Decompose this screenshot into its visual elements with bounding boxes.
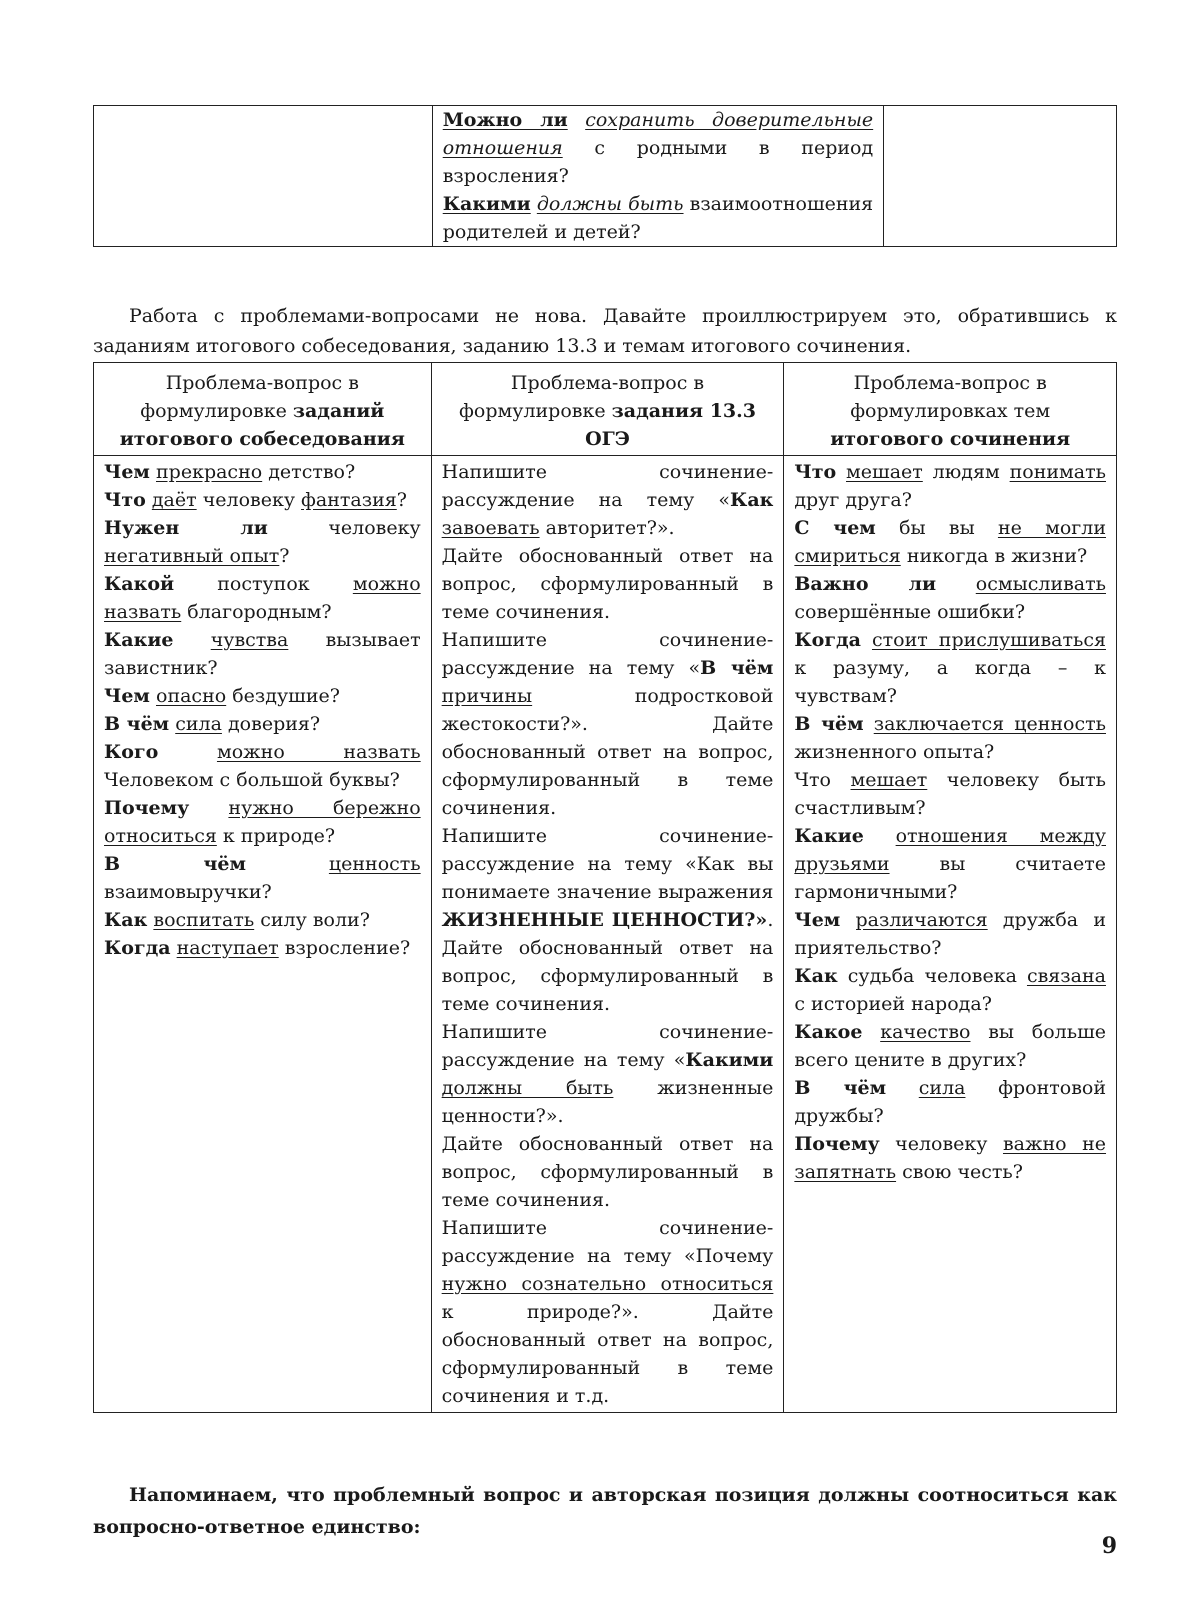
list-item: Какие отношения между друзьями вы считаете гармоничными? bbox=[794, 825, 1106, 903]
list-item: Важно ли осмысливать совершённые ошибки? bbox=[794, 573, 1106, 623]
list-item: Почему человеку важно не запятнать свою честь? bbox=[794, 1133, 1107, 1183]
list-item: Чем различаются дружба и приятельство? bbox=[794, 909, 1106, 959]
intro-paragraph: Работа с проблемами-вопросами не нова. Давайте проиллюстрируем это, обратившись к заданиям итогового собеседования, заданию 13.3 и темам итогового сочинения. bbox=[93, 305, 1117, 357]
oge-task-5: Напишите сочинение-рассуждение на тему «Почему нужно сознательно относиться к природе?». Дайте обоснованный ответ на вопрос, сформулированный в теме сочинения и т.д. bbox=[441, 1217, 774, 1407]
header-col1: Проблема-вопрос в формулировке заданий итогового собеседования bbox=[94, 363, 432, 456]
top-table-question-cell bbox=[432, 106, 883, 247]
list-item: Какой поступок можно назвать благородным? bbox=[104, 573, 421, 623]
col3-cell bbox=[784, 456, 1117, 1413]
top-question-2: Какими должны быть взаимоотношения родителей и детей? bbox=[442, 193, 874, 243]
list-item: Почему нужно бережно относиться к природе? bbox=[104, 797, 421, 847]
list-item: Когда стоит прислушиваться к разуму, а когда – к чувствам? bbox=[794, 629, 1106, 707]
top-question-1: Можно ли сохранить доверительные отношения с родными в период взросления? bbox=[442, 109, 874, 187]
col1-cell bbox=[94, 456, 432, 1413]
list-item: Какое качество вы больше всего цените в других? bbox=[794, 1021, 1106, 1071]
oge-task-2: Напишите сочинение-рассуждение на тему «В чём причины подростковой жестокости?». Дайте обоснованный ответ на вопрос, сформулированный в теме сочинения. bbox=[441, 629, 774, 819]
header-col3: Проблема-вопрос в формулировках тем итогового сочинения bbox=[784, 363, 1117, 456]
top-table-empty-cell bbox=[94, 106, 433, 247]
list-item: Кого можно назвать Человеком с большой буквы? bbox=[104, 741, 421, 791]
oge-task-4-instruction: Дайте обоснованный ответ на вопрос, сформулированный в теме сочинения. bbox=[441, 1133, 774, 1211]
list-item: Чем опасно бездушие? bbox=[104, 685, 340, 707]
col2-cell bbox=[431, 456, 784, 1413]
oge-task-1: Напишите сочинение-рассуждение на тему «Как завоевать авторитет?». bbox=[441, 461, 774, 539]
reminder-paragraph: Напоминаем, что проблемный вопрос и авторская позиция должны соотноситься как вопросно-ответное единство: bbox=[93, 1484, 1117, 1538]
top-table bbox=[93, 105, 1117, 247]
list-item: В чём сила доверия? bbox=[104, 713, 321, 735]
list-item: Как воспитать силу воли? bbox=[104, 909, 370, 931]
oge-task-4: Напишите сочинение-рассуждение на тему «Какими должны быть жизненные ценности?». bbox=[441, 1021, 774, 1127]
oge-task-1-instruction: Дайте обоснованный ответ на вопрос, сформулированный в теме сочинения. bbox=[441, 545, 774, 623]
header-col2: Проблема-вопрос в формулировке задания 13.3 ОГЭ bbox=[431, 363, 784, 456]
list-item: В чём сила фронтовой дружбы? bbox=[794, 1077, 1106, 1127]
top-table-right-cell bbox=[884, 106, 1117, 247]
comparison-table bbox=[93, 362, 1117, 1413]
list-item: Какие чувства вызывает завистник? bbox=[104, 629, 421, 679]
list-item: Когда наступает взросление? bbox=[104, 937, 411, 959]
list-item: Как судьба человека связана с историей народа? bbox=[794, 965, 1106, 1015]
list-item: Что мешает людям понимать друг друга? bbox=[794, 461, 1106, 511]
list-item: С чем бы вы не могли смириться никогда в жизни? bbox=[794, 517, 1106, 567]
oge-task-3: Напишите сочинение-рассуждение на тему «Как вы понимаете значение выражения ЖИЗНЕННЫЕ ЦЕННОСТИ?». Дайте обоснованный ответ на вопрос, сформулированный в теме сочинения. bbox=[441, 825, 774, 1015]
list-item: Что даёт человеку фантазия? bbox=[104, 489, 407, 511]
list-item: Чем прекрасно детство? bbox=[104, 461, 356, 483]
list-item: В чём ценность взаимовыручки? bbox=[104, 853, 421, 903]
list-item: Что мешает человеку быть счастливым? bbox=[794, 769, 1106, 819]
list-item: Нужен ли человеку негативный опыт? bbox=[104, 517, 421, 567]
page-number: 9 bbox=[1101, 1533, 1117, 1559]
list-item: В чём заключается ценность жизненного опыта? bbox=[794, 713, 1106, 763]
